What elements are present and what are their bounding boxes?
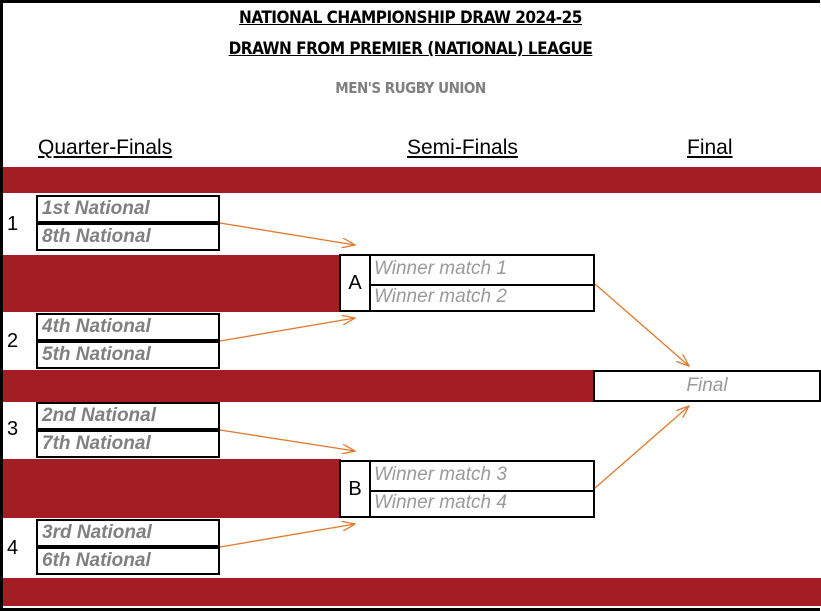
match-number-1: 1 [7, 213, 19, 235]
qf2-home-team: 4th National [36, 313, 220, 341]
arrow-qf2-to-sfa [220, 318, 355, 341]
match-number-4: 4 [7, 537, 19, 559]
arrow-qf3-to-sfb [220, 430, 355, 451]
semi-final-letter-b: B [341, 462, 371, 516]
qf3-home-team: 2nd National [36, 402, 220, 430]
sfa-away-slot: Winner match 2 [374, 286, 507, 307]
arrow-sfb-to-final [595, 406, 689, 488]
qf4-away-team: 6th National [36, 547, 220, 575]
semi-final-letter-a: A [341, 256, 371, 310]
match-number-2: 2 [7, 330, 19, 352]
draw-title: NATIONAL CHAMPIONSHIP DRAW 2024-25 [239, 8, 582, 28]
qf3-away-team: 7th National [36, 430, 220, 458]
round-header-quarter-finals: Quarter-Finals [38, 136, 173, 159]
round-header-semi-finals: Semi-Finals [407, 136, 518, 159]
sfb-away-slot: Winner match 4 [374, 492, 507, 513]
draw-category: MEN'S RUGBY UNION [335, 79, 486, 97]
sfa-home-slot: Winner match 1 [371, 256, 593, 286]
arrow-qf1-to-sfa [220, 223, 355, 245]
round-header-final: Final [687, 136, 733, 159]
qf2-away-team: 5th National [36, 341, 220, 369]
arrow-sfa-to-final [595, 284, 689, 366]
sfb-home-slot: Winner match 3 [371, 462, 593, 492]
qf1-away-team: 8th National [36, 223, 220, 251]
draw-subtitle: DRAWN FROM PREMIER (NATIONAL) LEAGUE [228, 39, 593, 59]
arrow-qf4-to-sfb [220, 524, 355, 547]
match-number-3: 3 [7, 418, 19, 440]
qf4-home-team: 3rd National [36, 519, 220, 547]
qf1-home-team: 1st National [36, 195, 220, 223]
final-slot: Final [593, 370, 821, 402]
